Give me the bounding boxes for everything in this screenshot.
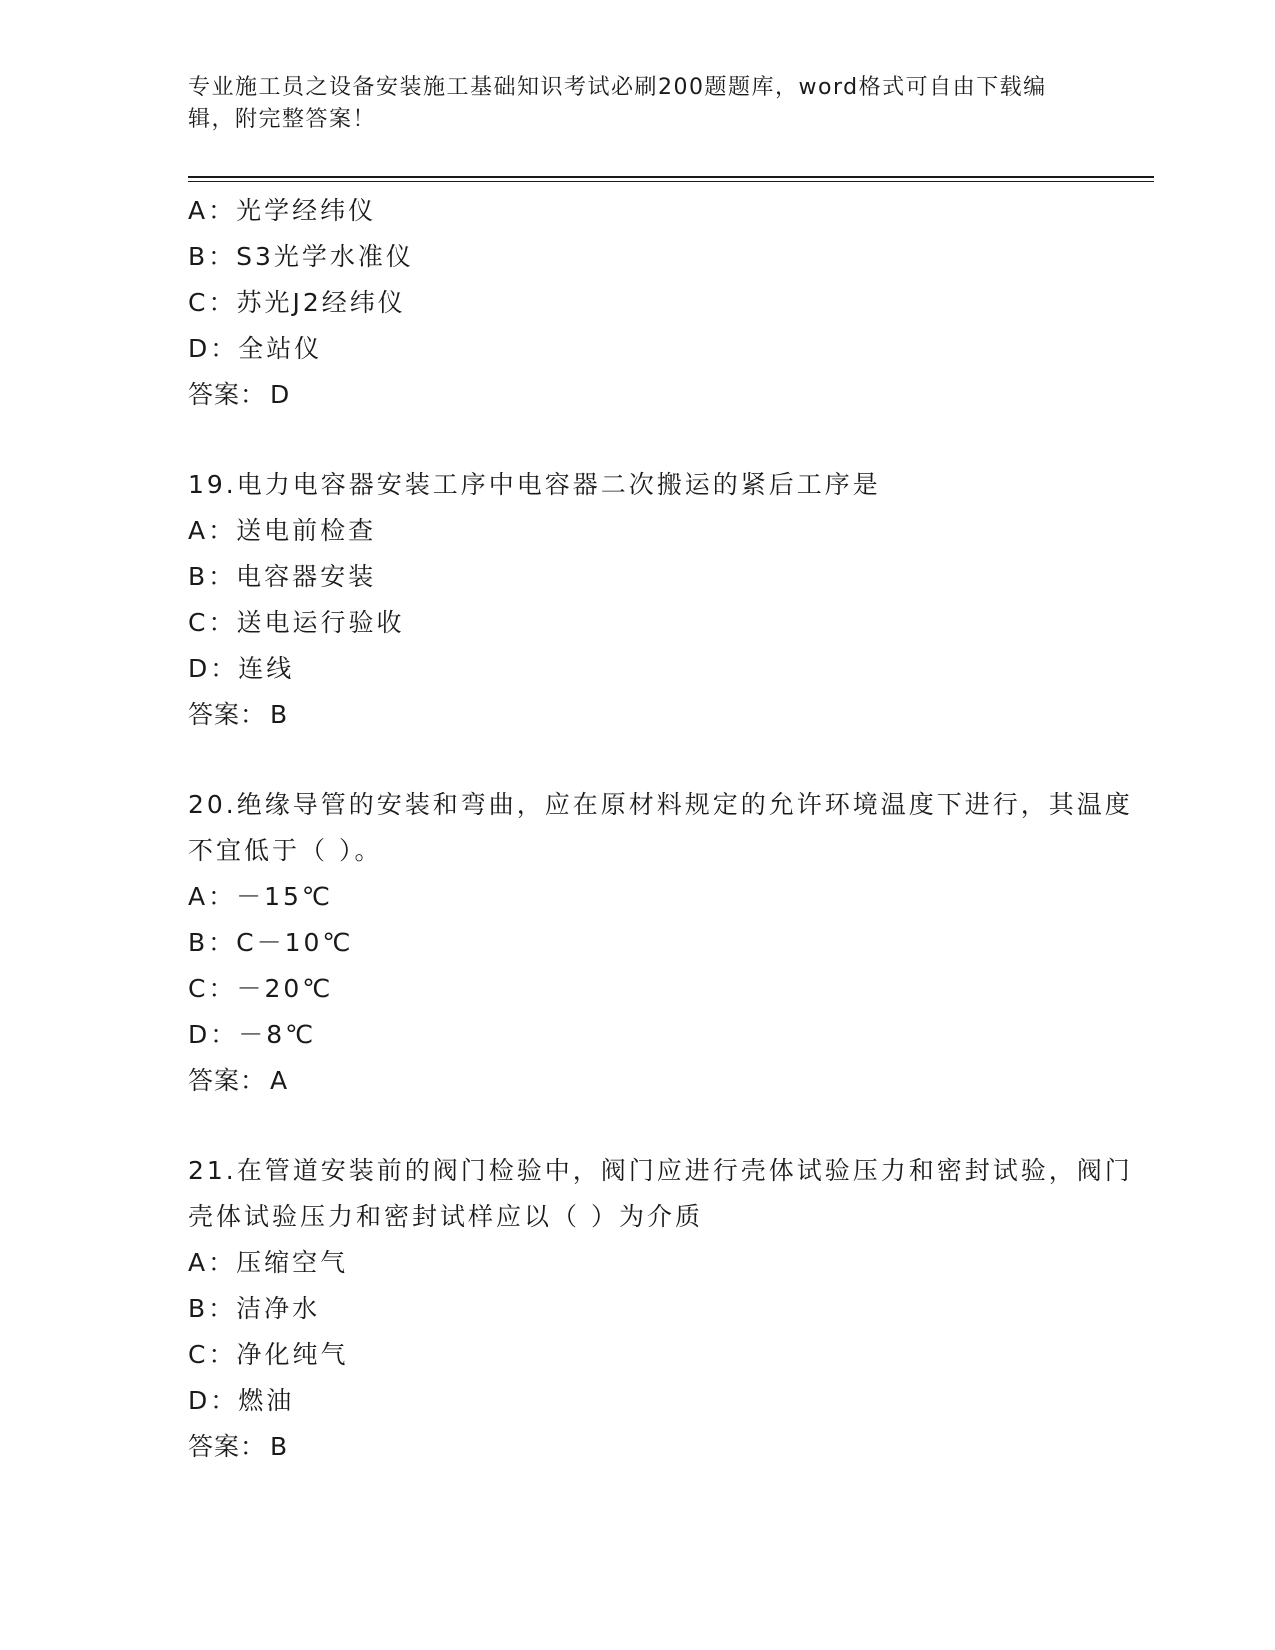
option-a: A：－15℃ — [188, 882, 333, 911]
option-c: C：送电运行验收 — [188, 608, 405, 637]
header-divider — [188, 176, 1154, 178]
option-c: C：苏光J2经纬仪 — [188, 288, 406, 317]
option-d: D：－8℃ — [188, 1020, 317, 1049]
answer-line — [188, 1058, 1148, 1104]
answer-label: 答案： — [188, 380, 267, 409]
option-a: A：压缩空气 — [188, 1248, 349, 1277]
question-block — [188, 462, 1148, 738]
option-a: A：光学经纬仪 — [188, 196, 377, 225]
question-block — [188, 188, 1148, 418]
answer-line — [188, 372, 1148, 418]
document-header: 专业施工员之设备安装施工基础知识考试必刷200题题库，word格式可自由下载编辑，附完整答案！ — [188, 75, 1047, 132]
option-d: D：连线 — [188, 654, 295, 683]
question-block — [188, 1148, 1148, 1470]
option-d: D：燃油 — [188, 1386, 295, 1415]
answer-value: D — [270, 380, 291, 409]
option-b: B：洁净水 — [188, 1294, 321, 1323]
answer-line — [188, 1424, 1148, 1470]
option-c: C：－20℃ — [188, 974, 334, 1003]
option-b: B：C－10℃ — [188, 928, 354, 957]
question-text: 20.绝缘导管的安装和弯曲，应在原材料规定的允许环境温度下进行，其温度不宜低于（ ）。 — [188, 790, 1133, 865]
question-text: 21.在管道安装前的阀门检验中，阀门应进行壳体试验压力和密封试验，阀门壳体试验压力和密封试样应以（ ）为介质 — [188, 1156, 1133, 1231]
option-a: A：送电前检查 — [188, 516, 377, 545]
answer-label: 答案： — [188, 700, 267, 729]
answer-value: B — [270, 1432, 289, 1461]
answer-line — [188, 692, 1148, 738]
option-b: B：电容器安装 — [188, 562, 377, 591]
answer-label: 答案： — [188, 1066, 267, 1095]
option-b: B：S3光学水准仪 — [188, 242, 414, 271]
option-d: D：全站仪 — [188, 334, 323, 363]
question-text: 19.电力电容器安装工序中电容器二次搬运的紧后工序是 — [188, 470, 881, 499]
answer-label: 答案： — [188, 1432, 267, 1461]
header-divider-thin — [188, 181, 1154, 182]
option-c: C：净化纯气 — [188, 1340, 349, 1369]
answer-value: B — [270, 700, 289, 729]
answer-value: A — [270, 1066, 289, 1095]
question-block — [188, 782, 1148, 1104]
question-list — [188, 188, 1148, 1470]
